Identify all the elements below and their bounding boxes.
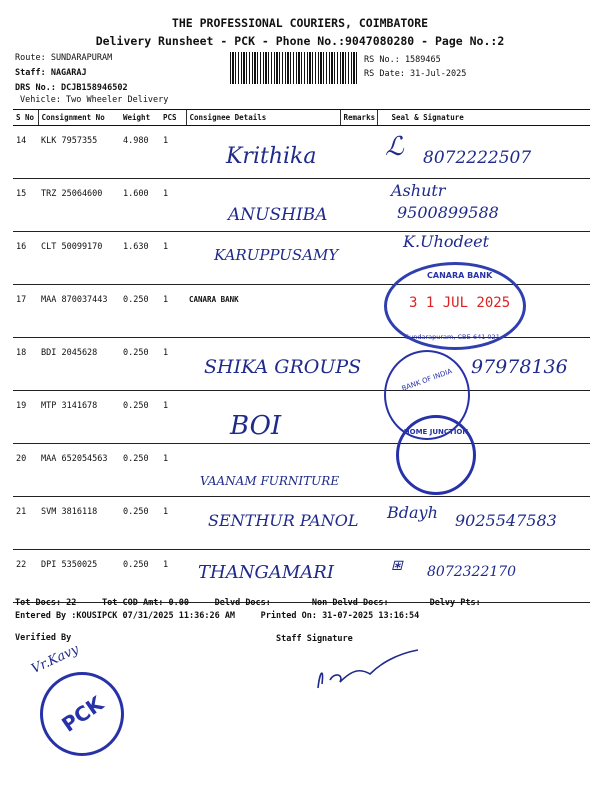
handwritten-signature: K.Uhodeet: [403, 232, 490, 251]
cell-consignee: [186, 497, 359, 550]
handwritten-phone: 9500899588: [397, 203, 499, 222]
cell-sno: 21: [13, 497, 38, 550]
cell-weight: 0.250: [120, 550, 160, 603]
table-row: [13, 497, 590, 550]
cell-remarks: [340, 444, 377, 497]
cell-pcs: 1: [160, 179, 186, 232]
signature-scribble: Bdayh: [387, 503, 438, 522]
cell-signature: [377, 497, 590, 550]
handwritten-name: SENTHUR PANOL: [208, 511, 359, 530]
cell-sno: 18: [13, 338, 38, 391]
handwritten-name: VAANAM FURNITURE: [200, 474, 340, 488]
printed-on: Printed On: 31-07-2025 13:16:54: [260, 611, 420, 621]
cell-weight: 0.250: [120, 497, 160, 550]
cell-sno: 20: [13, 444, 38, 497]
runsheet-subtitle: Delivery Runsheet - PCK - Phone No.:9047080280 - Page No.:2: [95, 34, 505, 48]
cell-pcs: 1: [160, 232, 186, 285]
pck-stamp: [40, 672, 124, 756]
cell-pcs: 1: [160, 444, 186, 497]
canara-seal-date: 3 1 JUL 2025: [409, 295, 511, 311]
cell-remarks: [340, 232, 377, 285]
handwritten-phone: 8072322170: [427, 564, 517, 580]
cell-consignment: BDI 2045628: [38, 338, 120, 391]
cell-signature: [377, 126, 590, 179]
cell-pcs: 1: [160, 391, 186, 444]
cell-pcs: 1: [160, 285, 186, 338]
delvy-pts: Delvy Pts:: [429, 598, 481, 608]
staff-signature-label: Staff Signature: [276, 634, 353, 644]
cell-consignment: DPI 5350025: [38, 550, 120, 603]
rs-number: RS No.: 1589465: [364, 55, 441, 65]
cell-pcs: 1: [160, 550, 186, 603]
signature-scribble: ℒ: [385, 132, 404, 162]
tot-cod: Tot COD Amt: 0.00: [102, 598, 190, 608]
cell-weight: 0.250: [120, 338, 160, 391]
signature-scribble: ⧆: [391, 554, 403, 575]
handwritten-name: KARUPPUSAMY: [214, 246, 339, 264]
cell-remarks: [340, 285, 377, 338]
canara-bank-seal: [384, 262, 526, 350]
col-consignee: Consignee Details: [186, 110, 340, 126]
consignee-name: CANARA BANK: [189, 295, 239, 304]
handwritten-name: SHIKA GROUPS: [204, 356, 362, 378]
cell-pcs: 1: [160, 338, 186, 391]
handwritten-name: Krithika: [226, 144, 317, 169]
cell-consignee: [186, 232, 340, 285]
barcode: [230, 52, 358, 84]
company-title: THE PROFESSIONAL COURIERS, COIMBATORE: [171, 16, 429, 30]
table-row: [13, 179, 590, 232]
col-remarks: Remarks: [340, 110, 377, 126]
cell-remarks: [340, 550, 377, 603]
cell-pcs: 1: [160, 126, 186, 179]
col-weight: Weight: [120, 110, 160, 126]
cell-consignment: MAA 870037443: [38, 285, 120, 338]
cell-consignment: MAA 652054563: [38, 444, 120, 497]
delvd-docs: Delvd Docs:: [214, 598, 271, 608]
cell-consignment: TRZ 25064600: [38, 179, 120, 232]
signature-scribble: Ashutr: [391, 181, 446, 200]
table-row: [13, 391, 590, 444]
cell-consignee: [186, 550, 340, 603]
handwritten-phone: 9025547583: [455, 511, 557, 530]
cell-consignment: KLK 7957355: [38, 126, 120, 179]
cell-sno: 22: [13, 550, 38, 603]
cell-consignment: SVM 3816118: [38, 497, 120, 550]
cell-consignee: [186, 285, 340, 338]
cell-consignee: [186, 444, 340, 497]
cell-sno: 17: [13, 285, 38, 338]
route-label: Route: SUNDARAPURAM: [15, 53, 113, 63]
drs-label: DRS No.: DCJB158946502: [15, 83, 128, 93]
col-sno: S No: [13, 110, 38, 126]
cell-signature: [377, 550, 590, 603]
staff-label: Staff: NAGARAJ: [15, 68, 87, 78]
cell-sno: 19: [13, 391, 38, 444]
verified-signature: Vr.Kavy: [29, 642, 82, 677]
table-row: [13, 444, 590, 497]
table-row: [13, 126, 590, 179]
cell-consignee: [186, 126, 340, 179]
pck-stamp-text: PCK: [56, 691, 108, 737]
table-row: [13, 550, 590, 603]
cell-consignment: MTP 3141678: [38, 391, 120, 444]
cell-remarks: [340, 179, 377, 232]
summary-line: [15, 598, 481, 608]
cell-sno: 15: [13, 179, 38, 232]
cell-consignment: CLT 50099170: [38, 232, 120, 285]
col-seal-signature: Seal & Signature: [377, 110, 590, 126]
table-header: [13, 110, 590, 126]
cell-weight: 0.250: [120, 444, 160, 497]
home-junction-seal: [396, 415, 476, 495]
cell-signature: [377, 179, 590, 232]
cell-weight: 1.600: [120, 179, 160, 232]
entered-by: Entered By :KOUSIPCK 07/31/2025 11:36:26 AM: [15, 611, 236, 621]
verified-by-label: Verified By: [15, 633, 72, 643]
cell-pcs: 1: [160, 497, 186, 550]
canara-seal-branch: Sundarapuram, CBE-641 021: [405, 333, 500, 341]
rs-date: RS Date: 31-Jul-2025: [364, 69, 467, 79]
table-row: [13, 338, 590, 391]
col-pcs: PCS: [160, 110, 186, 126]
cell-consignee: [186, 391, 340, 444]
col-consignment: Consignment No: [38, 110, 120, 126]
cell-weight: 0.250: [120, 391, 160, 444]
vehicle-label: Vehicle: Two Wheeler Delivery: [20, 95, 169, 105]
handwritten-name: BOI: [230, 411, 282, 441]
canara-seal-name: CANARA BANK: [427, 271, 493, 280]
non-delvd-docs: Non Delvd Docs:: [311, 598, 389, 608]
cell-consignee: [186, 338, 362, 391]
cell-remarks: [340, 126, 377, 179]
handwritten-phone: 8072222507: [423, 148, 532, 168]
boi-seal-text: BANK OF INDIA: [400, 367, 454, 393]
entry-line: [15, 611, 419, 621]
junction-seal-text: HOME JUNCTION: [403, 428, 469, 436]
tot-docs: Tot Docs: 22: [15, 598, 77, 608]
cell-weight: 4.980: [120, 126, 160, 179]
staff-signature-scribble: [300, 640, 440, 700]
handwritten-phone: 97978136: [471, 356, 568, 378]
cell-weight: 0.250: [120, 285, 160, 338]
cell-remarks: [340, 391, 377, 444]
cell-consignee: [186, 179, 340, 232]
cell-sno: 16: [13, 232, 38, 285]
handwritten-name: THANGAMARI: [198, 562, 334, 583]
handwritten-name: ANUSHIBA: [228, 205, 328, 225]
cell-weight: 1.630: [120, 232, 160, 285]
runsheet-table: [13, 109, 590, 603]
cell-sno: 14: [13, 126, 38, 179]
